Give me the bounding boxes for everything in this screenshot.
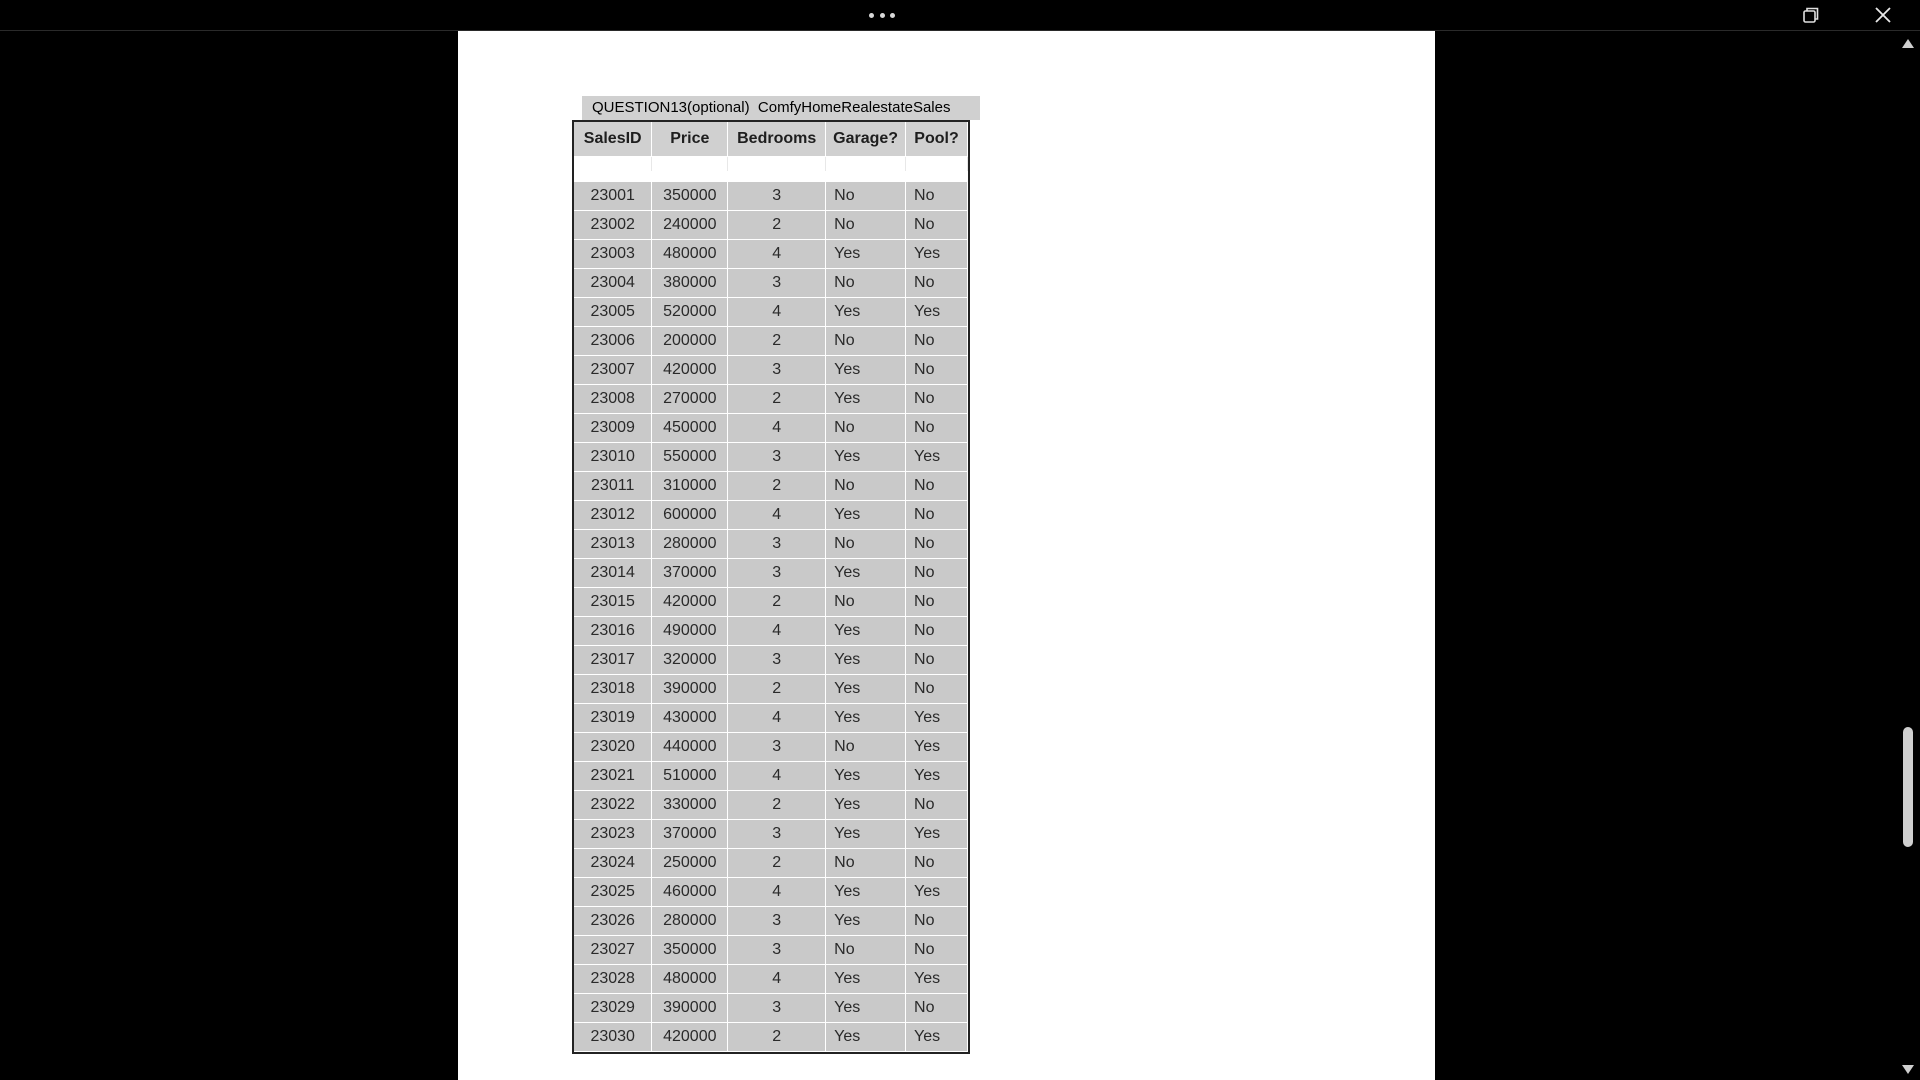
table-row [574, 588, 968, 617]
vertical-scrollbar[interactable] [1896, 31, 1920, 1080]
column-header-price: Price [652, 122, 728, 157]
cell-pool: No [906, 269, 968, 298]
cell-salesid: 23015 [574, 588, 652, 617]
table-row [574, 414, 968, 443]
cell-salesid: 23007 [574, 356, 652, 385]
cell-salesid: 23029 [574, 994, 652, 1023]
table-row [574, 965, 968, 994]
cell-price: 330000 [652, 791, 728, 820]
table-row [574, 878, 968, 907]
cell-bedrooms: 3 [728, 269, 826, 298]
cell-salesid: 23023 [574, 820, 652, 849]
cell-garage: No [826, 269, 906, 298]
table-row [574, 443, 968, 472]
cell-pool: Yes [906, 878, 968, 907]
cell-price: 350000 [652, 936, 728, 965]
table-row [574, 240, 968, 269]
cell-pool: No [906, 675, 968, 704]
cell-pool: Yes [906, 704, 968, 733]
cell-bedrooms: 3 [728, 907, 826, 936]
cell-price: 600000 [652, 501, 728, 530]
cell-garage: Yes [826, 356, 906, 385]
cell-pool: Yes [906, 240, 968, 269]
cell-garage: No [826, 588, 906, 617]
column-header-salesid: SalesID [574, 122, 652, 157]
cell-salesid: 23021 [574, 762, 652, 791]
scroll-up-arrow-icon[interactable] [1902, 39, 1914, 48]
cell-pool: Yes [906, 820, 968, 849]
sales-table [574, 122, 968, 1052]
cell-salesid: 23006 [574, 327, 652, 356]
cell-bedrooms: 3 [728, 530, 826, 559]
cell-pool: Yes [906, 298, 968, 327]
table-row [574, 356, 968, 385]
cell-salesid: 23019 [574, 704, 652, 733]
cell-bedrooms: 2 [728, 588, 826, 617]
table-row [574, 617, 968, 646]
cell-bedrooms: 4 [728, 240, 826, 269]
close-icon [1874, 6, 1892, 24]
cell-salesid: 23018 [574, 675, 652, 704]
cell-garage: Yes [826, 704, 906, 733]
cell-garage: Yes [826, 443, 906, 472]
cell-price: 420000 [652, 356, 728, 385]
cell-price: 390000 [652, 675, 728, 704]
table-row [574, 646, 968, 675]
restore-window-button[interactable] [1796, 3, 1826, 27]
cell-pool: No [906, 356, 968, 385]
cell-salesid: 23027 [574, 936, 652, 965]
cell-salesid: 23012 [574, 501, 652, 530]
cell-salesid: 23009 [574, 414, 652, 443]
cell-price: 450000 [652, 414, 728, 443]
table-row [574, 791, 968, 820]
cell-bedrooms: 2 [728, 1023, 826, 1052]
cell-price: 270000 [652, 385, 728, 414]
cell-pool: No [906, 211, 968, 240]
table-row [574, 501, 968, 530]
cell-garage: Yes [826, 907, 906, 936]
table-row [574, 1023, 968, 1052]
cell-price: 480000 [652, 240, 728, 269]
cell-salesid: 23011 [574, 472, 652, 501]
cell-garage: Yes [826, 240, 906, 269]
cell-bedrooms: 2 [728, 327, 826, 356]
cell-pool: No [906, 588, 968, 617]
cell-price: 420000 [652, 588, 728, 617]
table-row [574, 733, 968, 762]
table-row [574, 472, 968, 501]
table-row [574, 559, 968, 588]
cell-garage: No [826, 182, 906, 211]
cell-bedrooms: 4 [728, 617, 826, 646]
cell-garage: Yes [826, 965, 906, 994]
cell-pool: Yes [906, 762, 968, 791]
column-header-bedrooms: Bedrooms [728, 122, 826, 157]
cell-garage: Yes [826, 994, 906, 1023]
table-row [574, 385, 968, 414]
cell-price: 280000 [652, 907, 728, 936]
scroll-down-arrow-icon[interactable] [1902, 1065, 1914, 1074]
cell-garage: No [826, 327, 906, 356]
cell-garage: No [826, 211, 906, 240]
cell-garage: No [826, 936, 906, 965]
cell-pool: Yes [906, 965, 968, 994]
table-row [574, 849, 968, 878]
cell-garage: Yes [826, 791, 906, 820]
cell-bedrooms: 3 [728, 182, 826, 211]
table-row [574, 211, 968, 240]
cell-price: 280000 [652, 530, 728, 559]
cell-pool: No [906, 849, 968, 878]
cell-bedrooms: 3 [728, 646, 826, 675]
spreadsheet-image [572, 96, 980, 1054]
table-row [574, 994, 968, 1023]
cell-price: 440000 [652, 733, 728, 762]
cell-pool: No [906, 617, 968, 646]
cell-salesid: 23001 [574, 182, 652, 211]
cell-pool: No [906, 530, 968, 559]
scrollbar-thumb[interactable] [1903, 727, 1913, 847]
cell-bedrooms: 4 [728, 501, 826, 530]
cell-bedrooms: 4 [728, 965, 826, 994]
cell-garage: No [826, 733, 906, 762]
cell-salesid: 23010 [574, 443, 652, 472]
cell-bedrooms: 2 [728, 211, 826, 240]
cell-bedrooms: 3 [728, 733, 826, 762]
cell-salesid: 23028 [574, 965, 652, 994]
table-row [574, 530, 968, 559]
cell-garage: Yes [826, 878, 906, 907]
cell-pool: No [906, 559, 968, 588]
sheet-title: QUESTION13(optional) ComfyHomeRealestateSales [582, 96, 980, 120]
table-row [574, 907, 968, 936]
cell-salesid: 23016 [574, 617, 652, 646]
cell-garage: Yes [826, 501, 906, 530]
cell-bedrooms: 2 [728, 385, 826, 414]
table-row [574, 327, 968, 356]
cell-pool: No [906, 414, 968, 443]
cell-salesid: 23022 [574, 791, 652, 820]
cell-pool: No [906, 182, 968, 211]
cell-pool: No [906, 936, 968, 965]
cell-pool: No [906, 327, 968, 356]
table-row [574, 298, 968, 327]
cell-bedrooms: 3 [728, 994, 826, 1023]
table-row [574, 269, 968, 298]
cell-price: 320000 [652, 646, 728, 675]
cell-bedrooms: 3 [728, 356, 826, 385]
cell-price: 520000 [652, 298, 728, 327]
cell-salesid: 23004 [574, 269, 652, 298]
cell-bedrooms: 4 [728, 298, 826, 327]
cell-bedrooms: 3 [728, 936, 826, 965]
cell-bedrooms: 3 [728, 443, 826, 472]
cell-garage: Yes [826, 617, 906, 646]
cell-salesid: 23026 [574, 907, 652, 936]
cell-bedrooms: 4 [728, 414, 826, 443]
cell-bedrooms: 4 [728, 878, 826, 907]
cell-salesid: 23013 [574, 530, 652, 559]
close-button[interactable] [1868, 3, 1898, 27]
cell-pool: No [906, 385, 968, 414]
cell-pool: No [906, 907, 968, 936]
cell-salesid: 23024 [574, 849, 652, 878]
cell-salesid: 23003 [574, 240, 652, 269]
table-header-row [574, 122, 968, 157]
cell-pool: Yes [906, 733, 968, 762]
cell-pool: No [906, 646, 968, 675]
title-bar [0, 0, 1920, 31]
cell-salesid: 23020 [574, 733, 652, 762]
cell-pool: Yes [906, 1023, 968, 1052]
cell-price: 370000 [652, 559, 728, 588]
cell-price: 350000 [652, 182, 728, 211]
column-header-garage: Garage? [826, 122, 906, 157]
table-row [574, 936, 968, 965]
cell-garage: Yes [826, 385, 906, 414]
cell-price: 460000 [652, 878, 728, 907]
cell-garage: Yes [826, 762, 906, 791]
cell-garage: No [826, 414, 906, 443]
cell-price: 250000 [652, 849, 728, 878]
cell-garage: Yes [826, 646, 906, 675]
table-row [574, 675, 968, 704]
cell-pool: No [906, 791, 968, 820]
cell-price: 420000 [652, 1023, 728, 1052]
cell-salesid: 23008 [574, 385, 652, 414]
cell-pool: No [906, 994, 968, 1023]
cell-garage: Yes [826, 559, 906, 588]
cell-garage: No [826, 472, 906, 501]
table-row [574, 704, 968, 733]
table-row [574, 762, 968, 791]
cell-price: 310000 [652, 472, 728, 501]
cell-pool: No [906, 501, 968, 530]
cell-garage: Yes [826, 820, 906, 849]
cell-bedrooms: 2 [728, 791, 826, 820]
cell-bedrooms: 2 [728, 472, 826, 501]
cell-bedrooms: 4 [728, 762, 826, 791]
cell-price: 550000 [652, 443, 728, 472]
cell-bedrooms: 3 [728, 559, 826, 588]
cell-salesid: 23017 [574, 646, 652, 675]
cell-price: 480000 [652, 965, 728, 994]
cell-bedrooms: 2 [728, 849, 826, 878]
cell-bedrooms: 4 [728, 704, 826, 733]
cell-garage: No [826, 849, 906, 878]
document-page [458, 31, 1435, 1080]
cell-salesid: 23030 [574, 1023, 652, 1052]
table-row [574, 182, 968, 211]
more-options-icon[interactable] [869, 10, 895, 20]
data-table-frame [572, 120, 970, 1054]
cell-salesid: 23014 [574, 559, 652, 588]
cell-salesid: 23025 [574, 878, 652, 907]
cell-price: 370000 [652, 820, 728, 849]
cell-garage: Yes [826, 1023, 906, 1052]
cell-garage: Yes [826, 675, 906, 704]
cell-price: 430000 [652, 704, 728, 733]
cell-price: 380000 [652, 269, 728, 298]
table-row [574, 820, 968, 849]
column-header-pool: Pool? [906, 122, 968, 157]
cell-bedrooms: 2 [728, 675, 826, 704]
cell-price: 510000 [652, 762, 728, 791]
cell-salesid: 23002 [574, 211, 652, 240]
cell-bedrooms: 3 [728, 820, 826, 849]
cell-garage: No [826, 530, 906, 559]
cell-garage: Yes [826, 298, 906, 327]
cell-pool: Yes [906, 443, 968, 472]
cell-price: 200000 [652, 327, 728, 356]
cell-pool: No [906, 472, 968, 501]
restore-window-icon [1802, 6, 1820, 24]
cell-price: 390000 [652, 994, 728, 1023]
cell-price: 240000 [652, 211, 728, 240]
cell-price: 490000 [652, 617, 728, 646]
cell-salesid: 23005 [574, 298, 652, 327]
